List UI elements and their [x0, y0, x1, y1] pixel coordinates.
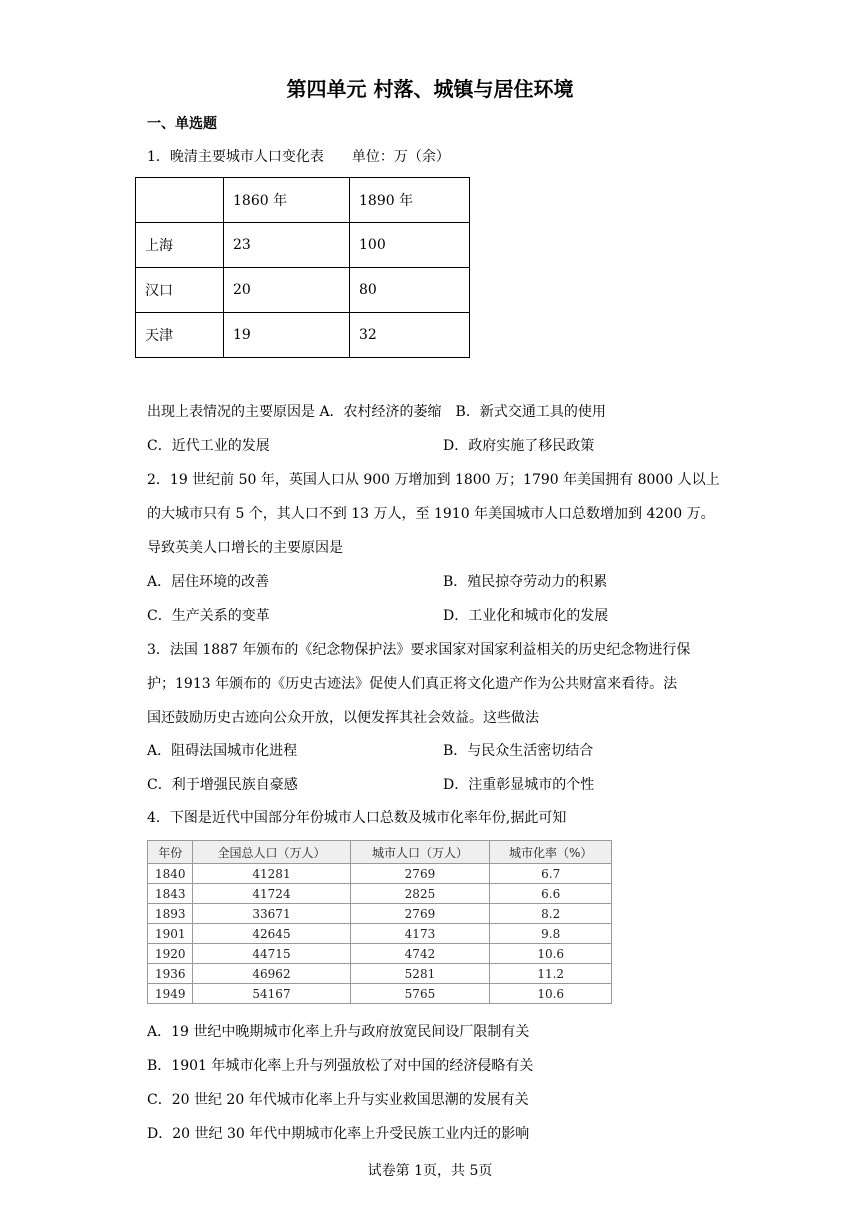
table-row: [148, 904, 612, 924]
table-cell: 天津: [136, 313, 224, 358]
table-cell: 2769: [350, 904, 490, 924]
table-cell: 1843: [148, 884, 193, 904]
q3-stem-line-1: 3．法国 1887 年颁布的《纪念物保护法》要求国家对国家利益相关的历史纪念物进行保: [147, 642, 691, 658]
table-row: [136, 223, 470, 268]
table-cell: 23: [224, 223, 350, 268]
table-cell: 2769: [350, 864, 490, 884]
table-row: [136, 268, 470, 313]
q3-option-c: C．利于增强民族自豪感: [147, 777, 298, 793]
table-cell: 42645: [193, 924, 350, 944]
table-cell: 4173: [350, 924, 490, 944]
table-cell: 100: [350, 223, 470, 268]
table-cell: 46962: [193, 964, 350, 984]
table-cell: 1840: [148, 864, 193, 884]
table-cell: 10.6: [490, 944, 612, 964]
table-cell: 上海: [136, 223, 224, 268]
table-cell: 9.8: [490, 924, 612, 944]
table-cell: 1893: [148, 904, 193, 924]
table-cell: 41281: [193, 864, 350, 884]
table-cell: 32: [350, 313, 470, 358]
table-header-row: [148, 841, 612, 864]
q3-stem-line-3: 国还鼓励历史古迹向公众开放，以便发挥其社会效益。这些做法: [147, 710, 539, 726]
q4-option-a: A．19 世纪中晚期城市化率上升与政府放宽民间设厂限制有关: [147, 1024, 530, 1040]
table-cell: 1860 年: [224, 178, 350, 223]
q4-stem: 4．下图是近代中国部分年份城市人口总数及城市化率年份,据此可知: [147, 810, 567, 826]
q1-population-table: [135, 177, 470, 358]
table-cell: 1949: [148, 984, 193, 1004]
q4-option-d: D．20 世纪 30 年代中期城市化率上升受民族工业内迁的影响: [147, 1126, 530, 1142]
table-row: [148, 984, 612, 1004]
table-cell: 5281: [350, 964, 490, 984]
table-cell: 80: [350, 268, 470, 313]
table-row: [148, 944, 612, 964]
table-cell: 1901: [148, 924, 193, 944]
table-cell: 54167: [193, 984, 350, 1004]
table-cell: 2825: [350, 884, 490, 904]
table-cell: [136, 178, 224, 223]
table-cell: 6.6: [490, 884, 612, 904]
q3-option-b: B．与民众生活密切结合: [443, 743, 594, 759]
table-row: [148, 964, 612, 984]
table-row: [148, 884, 612, 904]
q3-option-d: D．注重彰显城市的个性: [443, 777, 595, 793]
table-header-cell: 全国总人口（万人）: [193, 841, 350, 864]
q4-urbanization-table: [147, 840, 612, 1004]
table-cell: 1936: [148, 964, 193, 984]
q2-stem-line-3: 导致英美人口增长的主要原因是: [147, 540, 343, 556]
table-header-cell: 城市人口（万人）: [350, 841, 490, 864]
page-title: 第四单元 村落、城镇与居住环境: [286, 77, 574, 101]
q2-option-a: A．居住环境的改善: [147, 574, 270, 590]
table-cell: 5765: [350, 984, 490, 1004]
q2-stem-line-1: 2．19 世纪前 50 年，英国人口从 900 万增加到 1800 万；1790 年美国拥有 8000 人以上: [147, 472, 720, 488]
q3-stem-line-2: 护；1913 年颁布的《历史古迹法》促使人们真正将文化遗产作为公共财富来看待。法: [147, 676, 678, 692]
q4-option-b: B．1901 年城市化率上升与列强放松了对中国的经济侵略有关: [147, 1058, 534, 1074]
table-cell: 20: [224, 268, 350, 313]
section-heading: 一、单选题: [147, 116, 217, 132]
q1-stem: 1．晚清主要城市人口变化表 单位：万（余）: [147, 149, 450, 165]
table-row: [148, 864, 612, 884]
table-cell: 11.2: [490, 964, 612, 984]
table-cell: 汉口: [136, 268, 224, 313]
table-cell: 1890 年: [350, 178, 470, 223]
table-cell: 6.7: [490, 864, 612, 884]
table-header-row: [136, 178, 470, 223]
q1-option-d: D．政府实施了移民政策: [443, 438, 595, 454]
table-cell: 44715: [193, 944, 350, 964]
q3-option-a: A．阻碍法国城市化进程: [147, 743, 298, 759]
q1-option-c: C．近代工业的发展: [147, 438, 270, 454]
q2-option-b: B．殖民掠夺劳动力的积累: [443, 574, 608, 590]
table-cell: 33671: [193, 904, 350, 924]
page-footer: 试卷第 1页，共 5页: [367, 1163, 493, 1179]
table-cell: 8.2: [490, 904, 612, 924]
q4-option-c: C．20 世纪 20 年代城市化率上升与实业救国思潮的发展有关: [147, 1092, 529, 1108]
table-header-cell: 城市化率（%）: [490, 841, 612, 864]
q2-option-c: C．生产关系的变革: [147, 608, 270, 624]
table-cell: 1920: [148, 944, 193, 964]
q2-option-d: D．工业化和城市化的发展: [443, 608, 609, 624]
table-cell: 4742: [350, 944, 490, 964]
q1-question-line: 出现上表情况的主要原因是 A．农村经济的萎缩 B．新式交通工具的使用: [147, 404, 606, 420]
table-row: [148, 924, 612, 944]
table-row: [136, 313, 470, 358]
table-cell: 19: [224, 313, 350, 358]
table-cell: 10.6: [490, 984, 612, 1004]
table-header-cell: 年份: [148, 841, 193, 864]
q2-stem-line-2: 的大城市只有 5 个，其人口不到 13 万人，至 1910 年美国城市人口总数增加到 4200 万。: [147, 506, 715, 522]
table-cell: 41724: [193, 884, 350, 904]
